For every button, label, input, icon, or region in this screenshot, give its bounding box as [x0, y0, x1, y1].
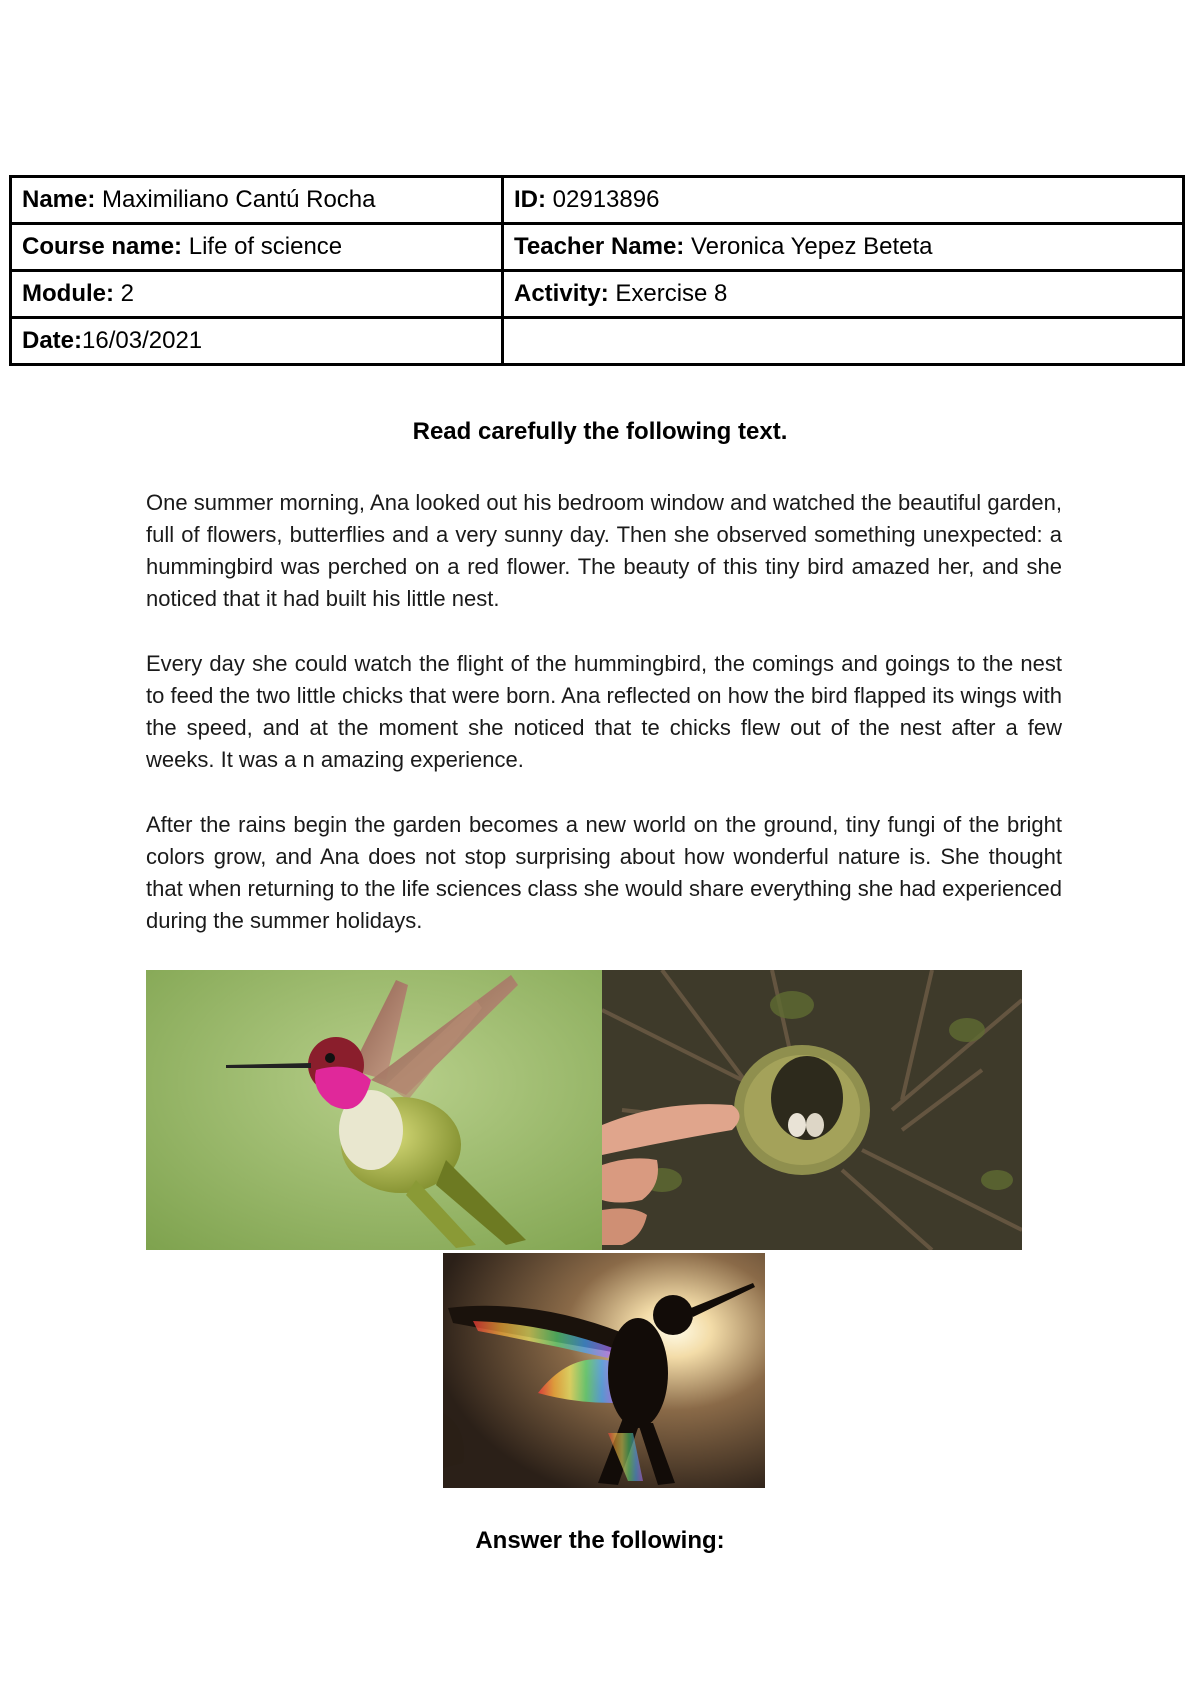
- hummingbird-photo: [146, 970, 602, 1250]
- teacher-cell: [503, 224, 1184, 271]
- table-row: [11, 224, 1184, 271]
- module-cell: [11, 271, 503, 318]
- answer-heading: Answer the following:: [475, 1527, 725, 1554]
- table-row: [11, 271, 1184, 318]
- module-value: 2: [113, 280, 134, 307]
- name-cell: [11, 177, 503, 224]
- empty-cell: [503, 318, 1184, 365]
- date-cell: [11, 318, 503, 365]
- id-value: 02913896: [546, 186, 660, 213]
- story-paragraph-3: After the rains begin the garden becomes a new world on the ground, tiny fungi of the bright colors grow, and Ana does not stop surprising about how wonderful nature is. She thought that when returning to the life sciences class she would share everything she had experienced during the summer holidays.: [146, 812, 1062, 933]
- date-label: Date:: [22, 327, 83, 354]
- course-value: Life of science: [182, 233, 343, 260]
- id-cell: [503, 177, 1184, 224]
- name-value: Maximiliano Cantú Rocha: [95, 186, 376, 213]
- activity-value: Exercise 8: [608, 280, 728, 307]
- table-row: [11, 177, 1184, 224]
- teacher-label: Teacher Name:: [514, 233, 685, 260]
- activity-label: Activity:: [514, 280, 609, 307]
- instruction-heading: Read carefully the following text.: [412, 418, 788, 445]
- activity-cell: [503, 271, 1184, 318]
- id-label: ID:: [514, 186, 546, 213]
- rainbow-hummingbird-photo: [443, 1253, 765, 1488]
- story-paragraph-1: One summer morning, Ana looked out his bedroom window and watched the beautiful garden, full of flowers, butterflies and a very sunny day. Then she observed something unexpected: a hummingbird was perched on a red flower. The beauty of this tiny bird amazed her, and she noticed that it had built his little nest.: [146, 490, 1062, 611]
- student-info-table: [9, 175, 1185, 366]
- date-value: 16/03/2021: [82, 327, 203, 354]
- name-label: Name:: [22, 186, 96, 213]
- module-label: Module:: [22, 280, 114, 307]
- course-label: Course name:: [22, 233, 183, 260]
- table-row: [11, 318, 1184, 365]
- course-cell: [11, 224, 503, 271]
- teacher-value: Veronica Yepez Beteta: [684, 233, 933, 260]
- nest-photo: [602, 970, 1022, 1250]
- story-paragraph-2: Every day she could watch the flight of the hummingbird, the comings and goings to the nest to feed the two little chicks that were born. Ana reflected on how the bird flapped its wings with the speed, and at the moment she noticed that te chicks flew out of the nest after a few weeks. It was a n amazing experience.: [146, 651, 1062, 772]
